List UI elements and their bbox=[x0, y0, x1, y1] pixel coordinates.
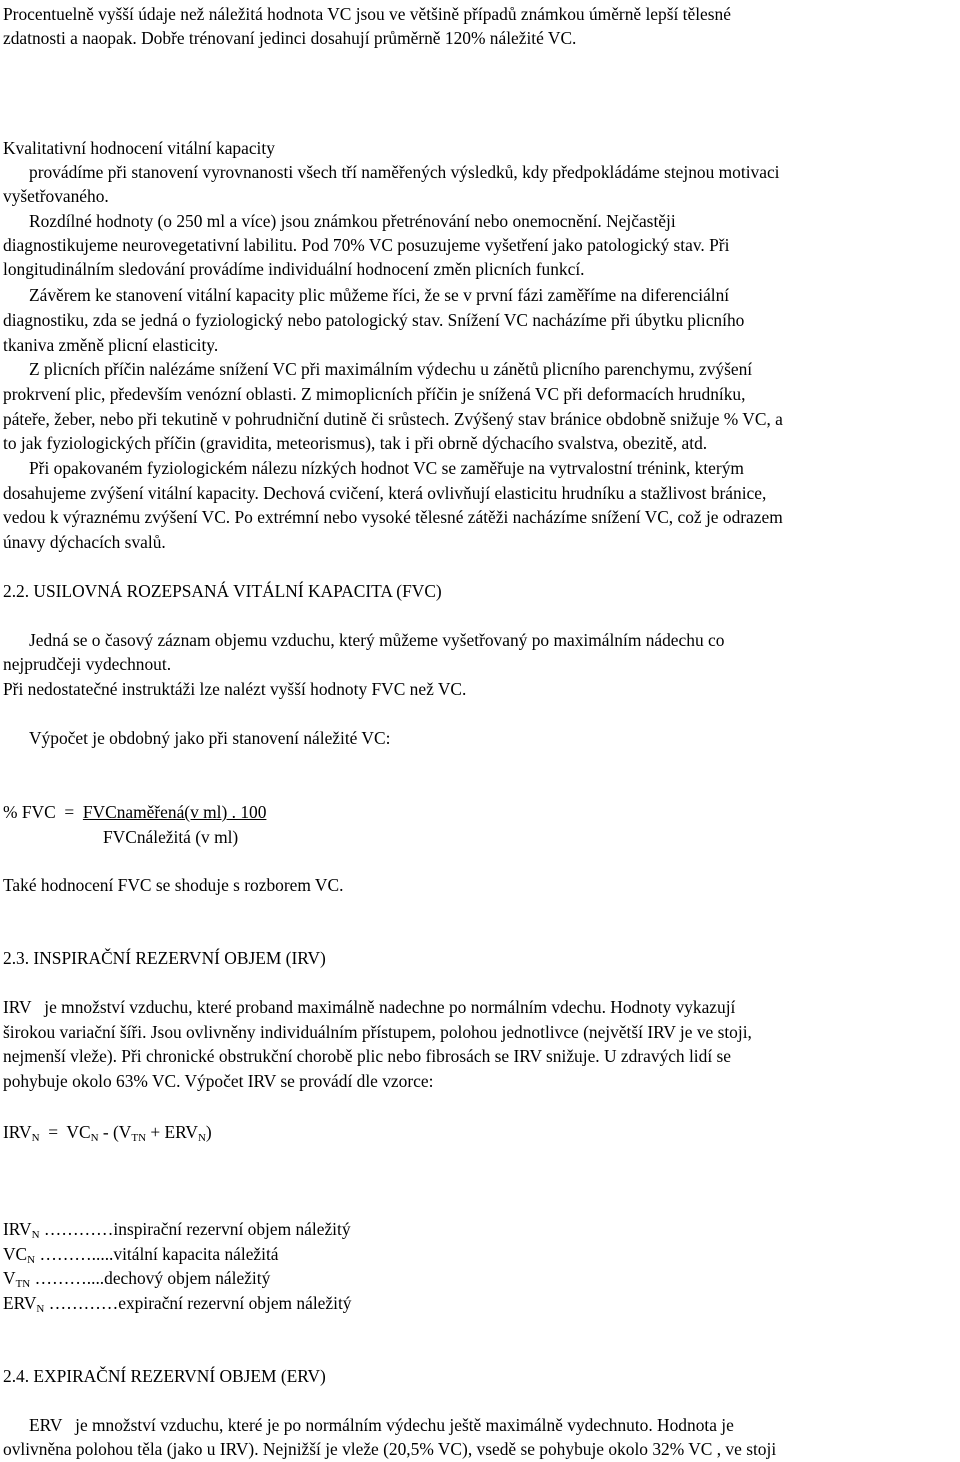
def-text: …………expirační rezervní objem náležitý bbox=[44, 1293, 352, 1313]
eq-term: IRV bbox=[3, 1122, 32, 1142]
def-subscript: N bbox=[31, 1229, 40, 1241]
text-line: ERV je množství vzduchu, které je po normálním výdechu ještě maximálně vydechnuto. Hodnota je bbox=[29, 1415, 734, 1435]
formula-denominator: FVCnáležitá (v ml) bbox=[103, 827, 239, 847]
def-term: V bbox=[3, 1268, 16, 1288]
def-subscript: N bbox=[27, 1254, 36, 1266]
section-heading: 2.4. EXPIRAČNÍ REZERVNÍ OBJEM (ERV) bbox=[3, 1366, 326, 1386]
text-line: ovlivněna polohou těla (jako u IRV). Nejnižší je vleže (20,5% VC), vsedě se pohybuje okolo 32% VC , ve stoji bbox=[3, 1439, 777, 1459]
text-line: longitudinálním sledování provádíme individuální hodnocení změn plicních funkcí. bbox=[3, 259, 585, 279]
irv-equation bbox=[3, 1120, 212, 1151]
text-line: pohybuje okolo 63% VC. Výpočet IRV se provádí dle vzorce: bbox=[3, 1071, 434, 1091]
text-line: Také hodnocení FVC se shoduje s rozborem VC. bbox=[3, 875, 344, 895]
formula-numerator-line bbox=[3, 800, 266, 825]
def-subscript: N bbox=[36, 1303, 45, 1315]
text-line: Výpočet je obdobný jako při stanovení náležité VC: bbox=[29, 728, 391, 748]
eq-subscript: N bbox=[197, 1132, 206, 1144]
definition-line bbox=[3, 1291, 351, 1322]
eq-subscript: N bbox=[31, 1132, 40, 1144]
def-term: ERV bbox=[3, 1293, 37, 1313]
eq-subscript: TN bbox=[131, 1132, 147, 1144]
eq-term: + ERV bbox=[146, 1122, 198, 1142]
text-line: únavy dýchacích svalů. bbox=[3, 532, 166, 552]
text-line: to jak fyziologických příčin (gravidita, meteorismus), tak i při obrně dýchacího svalstva, obezitě, atd. bbox=[3, 433, 708, 453]
text-line: Při opakovaném fyziologickém nálezu nízkých hodnot VC se zaměřuje na vytrvalostní trénink, kterým bbox=[29, 458, 744, 478]
eq-subscript: N bbox=[90, 1132, 99, 1144]
text-line: Procentuelně vyšší údaje než náležitá hodnota VC jsou ve většině případů známkou úměrně lepší tělesné bbox=[3, 4, 731, 24]
section-heading: 2.3. INSPIRAČNÍ REZERVNÍ OBJEM (IRV) bbox=[3, 948, 326, 968]
def-subscript: TN bbox=[15, 1278, 31, 1290]
text-line: dosahujeme zvýšení vitální kapacity. Dechová cvičení, která ovlivňují elasticitu hrudníku a stažlivost bránice, bbox=[3, 483, 767, 503]
def-term: VC bbox=[3, 1244, 28, 1264]
eq-term: VC bbox=[66, 1122, 91, 1142]
section-heading: 2.2. USILOVNÁ ROZEPSANÁ VITÁLNÍ KAPACITA (FVC) bbox=[3, 581, 442, 601]
def-text: ……….....vitální kapacita náležitá bbox=[35, 1244, 279, 1264]
formula-lhs: % FVC = bbox=[3, 802, 83, 822]
text-line: Při nedostatečné instruktáži lze nalézt vyšší hodnoty FVC než VC. bbox=[3, 679, 467, 699]
text-line: Závěrem ke stanovení vitální kapacity plic můžeme říci, že se v první fázi zaměříme na diferenciální bbox=[29, 285, 730, 305]
formula-numerator: FVCnaměřená(v ml) . 100 bbox=[82, 802, 267, 822]
text-line: Rozdílné hodnoty (o 250 ml a více) jsou známkou přetrénování nebo onemocnění. Nejčastěji bbox=[29, 211, 676, 231]
eq-term: ) bbox=[205, 1122, 212, 1142]
def-text: ………....dechový objem náležitý bbox=[30, 1268, 271, 1288]
text-line: nejmenší vleže). Při chronické obstrukční chorobě plic nebo fibrosách se IRV snižuje. U zdravých lidí se bbox=[3, 1046, 731, 1066]
text-line: vyšetřovaného. bbox=[3, 186, 109, 206]
def-text: …………inspirační rezervní objem náležitý bbox=[39, 1219, 351, 1239]
text-line: provádíme při stanovení vyrovnanosti všech tří naměřených výsledků, kdy předpokládáme stejnou motivaci bbox=[29, 162, 780, 182]
section-subtitle: Kvalitativní hodnocení vitální kapacity bbox=[3, 138, 275, 158]
text-line: prokrvení plic, především venózní oblasti. Z mimoplicních příčin je snížená VC při deformacích hrudníku, bbox=[3, 384, 746, 404]
text-line: páteře, žeber, nebo při tekutině v pohrudniční dutině či srůstech. Zvýšený stav bránice obdobně snižuje % VC, a bbox=[3, 409, 783, 429]
text-line: širokou variační šíři. Jsou ovlivněny individuálním přístupem, polohou jednotlivce (největší IRV je ve stoji, bbox=[3, 1022, 752, 1042]
text-line: vedou k výraznému zvýšení VC. Po extrémní nebo vysoké tělesné zátěži nacházíme snížení VC, což je odrazem bbox=[3, 507, 783, 527]
text-line: zdatnosti a naopak. Dobře trénovaní jedinci dosahují průměrně 120% náležité VC. bbox=[3, 28, 577, 48]
text-line: diagnostikujeme neurovegetativní labilitu. Pod 70% VC posuzujeme vyšetření jako patologický stav. Při bbox=[3, 235, 730, 255]
text-line: Z plicních příčin nalézáme snížení VC při maximálním výdechu u zánětů plicního parenchymu, zvýšení bbox=[29, 359, 753, 379]
def-term: IRV bbox=[3, 1219, 32, 1239]
text-line: Jedná se o časový záznam objemu vzduchu, který můžeme vyšetřovaný po maximálním nádechu co bbox=[29, 630, 725, 650]
text-line: diagnostiku, zda se jedná o fyziologický nebo patologický stav. Snížení VC nacházíme při úbytku plicního bbox=[3, 310, 745, 330]
text-line: nejprudčeji vydechnout. bbox=[3, 654, 172, 674]
text-line: tkaniva změně plicní elasticity. bbox=[3, 335, 219, 355]
eq-sign: = bbox=[39, 1122, 67, 1142]
text-line: IRV je množství vzduchu, které proband maximálně nadechne po normálním vdechu. Hodnoty vykazují bbox=[3, 997, 736, 1017]
eq-term: - (V bbox=[98, 1122, 132, 1142]
